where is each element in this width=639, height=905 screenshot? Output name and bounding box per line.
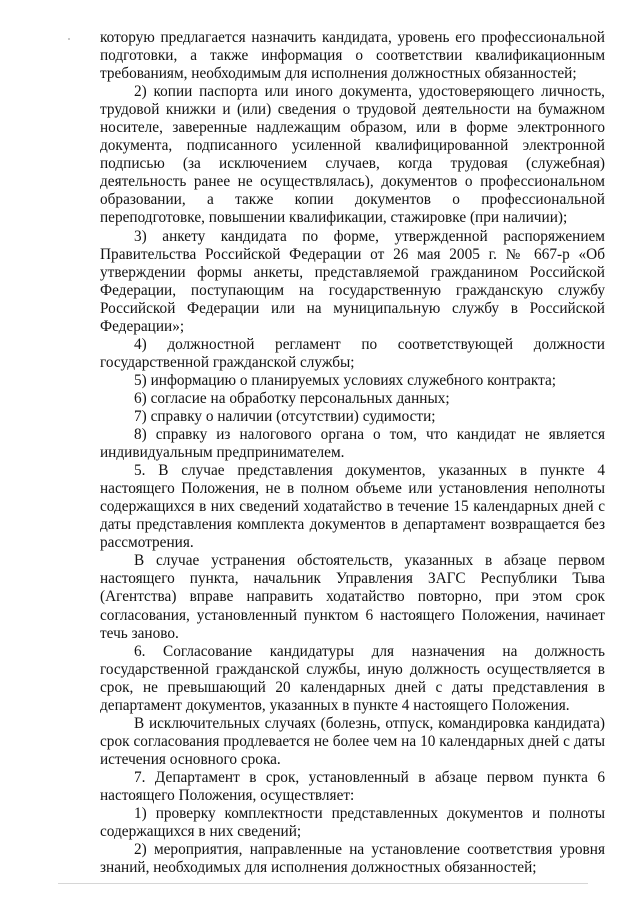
paragraph-section-7: 7. Департамент в срок, установленный в абзаце первом пункта 6 настоящего Положения, осуществляет:: [100, 768, 605, 804]
document-body: [100, 29, 605, 877]
paragraph-continuation: которую предлагается назначить кандидата, уровень его профессиональной подготовки, а также информация о соответствии квалификационным требованиям, необходимым для исполнения должностных обязанностей;: [100, 29, 605, 83]
paragraph-section-6: 6. Согласование кандидатуры для назначения на должность государственной гражданской службы, иную должность осуществляется в срок, не превышающий 20 календарных дней с даты представления в департамент документов, указанных в пункте 4 настоящего Положения.: [100, 642, 605, 714]
paragraph-item-7: 7) справку о наличии (отсутствии) судимости;: [134, 407, 436, 425]
paragraph-section-5: 5. В случае представления документов, указанных в пункте 4 настоящего Положения, не в полном объеме или установления неполноты содержащихся в них сведений ходатайство в течение 15 календарных дней с даты представления комплекта документов в департамент возвращается без рассмотрения.: [100, 462, 605, 552]
paragraph-item-8: 8) справку из налогового органа о том, что кандидат не является индивидуальным предпринимателем.: [100, 426, 605, 462]
paragraph-section-5-second: В случае устранения обстоятельств, указанных в абзаце первом настоящего пункта, начальник Управления ЗАГС Республики Тыва (Агентства) вправе направить ходатайство повторно, при этом срок согласования, установленный пунктом 6 настоящего Положения, начинает течь заново.: [100, 552, 605, 642]
paragraph-section-7-item-2: 2) мероприятия, направленные на установление соответствия уровня знаний, необходимых для исполнения должностных обязанностей;: [100, 841, 605, 877]
paragraph-item-6: 6) согласие на обработку персональных данных;: [134, 389, 450, 407]
paragraph-section-6-exception: В исключительных случаях (болезнь, отпуск, командировка кандидата) срок согласования продлевается не более чем на 10 календарных дней с даты истечения основного срока.: [100, 714, 605, 768]
paragraph-item-4: 4) должностной регламент по соответствующей должности государственной гражданской службы;: [100, 335, 605, 371]
paragraph-item-3: 3) анкету кандидата по форме, утвержденной распоряжением Правительства Российской Федерации от 26 мая 2005 г. № 667-р «Об утверждении формы анкеты, представляемой гражданином Российской Федерации, поступающим на государственную гражданскую службу Российской Федерации или на муниципальную службу в Российской Федерации»;: [100, 227, 605, 335]
paragraph-item-5: 5) информацию о планируемых условиях служебного контракта;: [134, 371, 557, 389]
scan-artifact: [68, 38, 70, 40]
paragraph-section-7-item-1: 1) проверку комплектности представленных документов и полноты содержащихся в них сведений;: [100, 805, 605, 841]
scan-bottom-edge: [58, 883, 588, 884]
paragraph-item-2: 2) копии паспорта или иного документа, удостоверяющего личность, трудовой книжки и (или) сведения о трудовой деятельности на бумажном носителе, заверенные надлежащим образом, или в форме электронного документа, подписанного усиленной квалифицированной электронной подписью (за исключением случаев, когда трудовая (служебная) деятельность ранее не осуществлялась), документов о профессиональном образовании, а также копии документов о профессиональной переподготовке, повышении квалификации, стажировке (при наличии);: [100, 83, 605, 227]
